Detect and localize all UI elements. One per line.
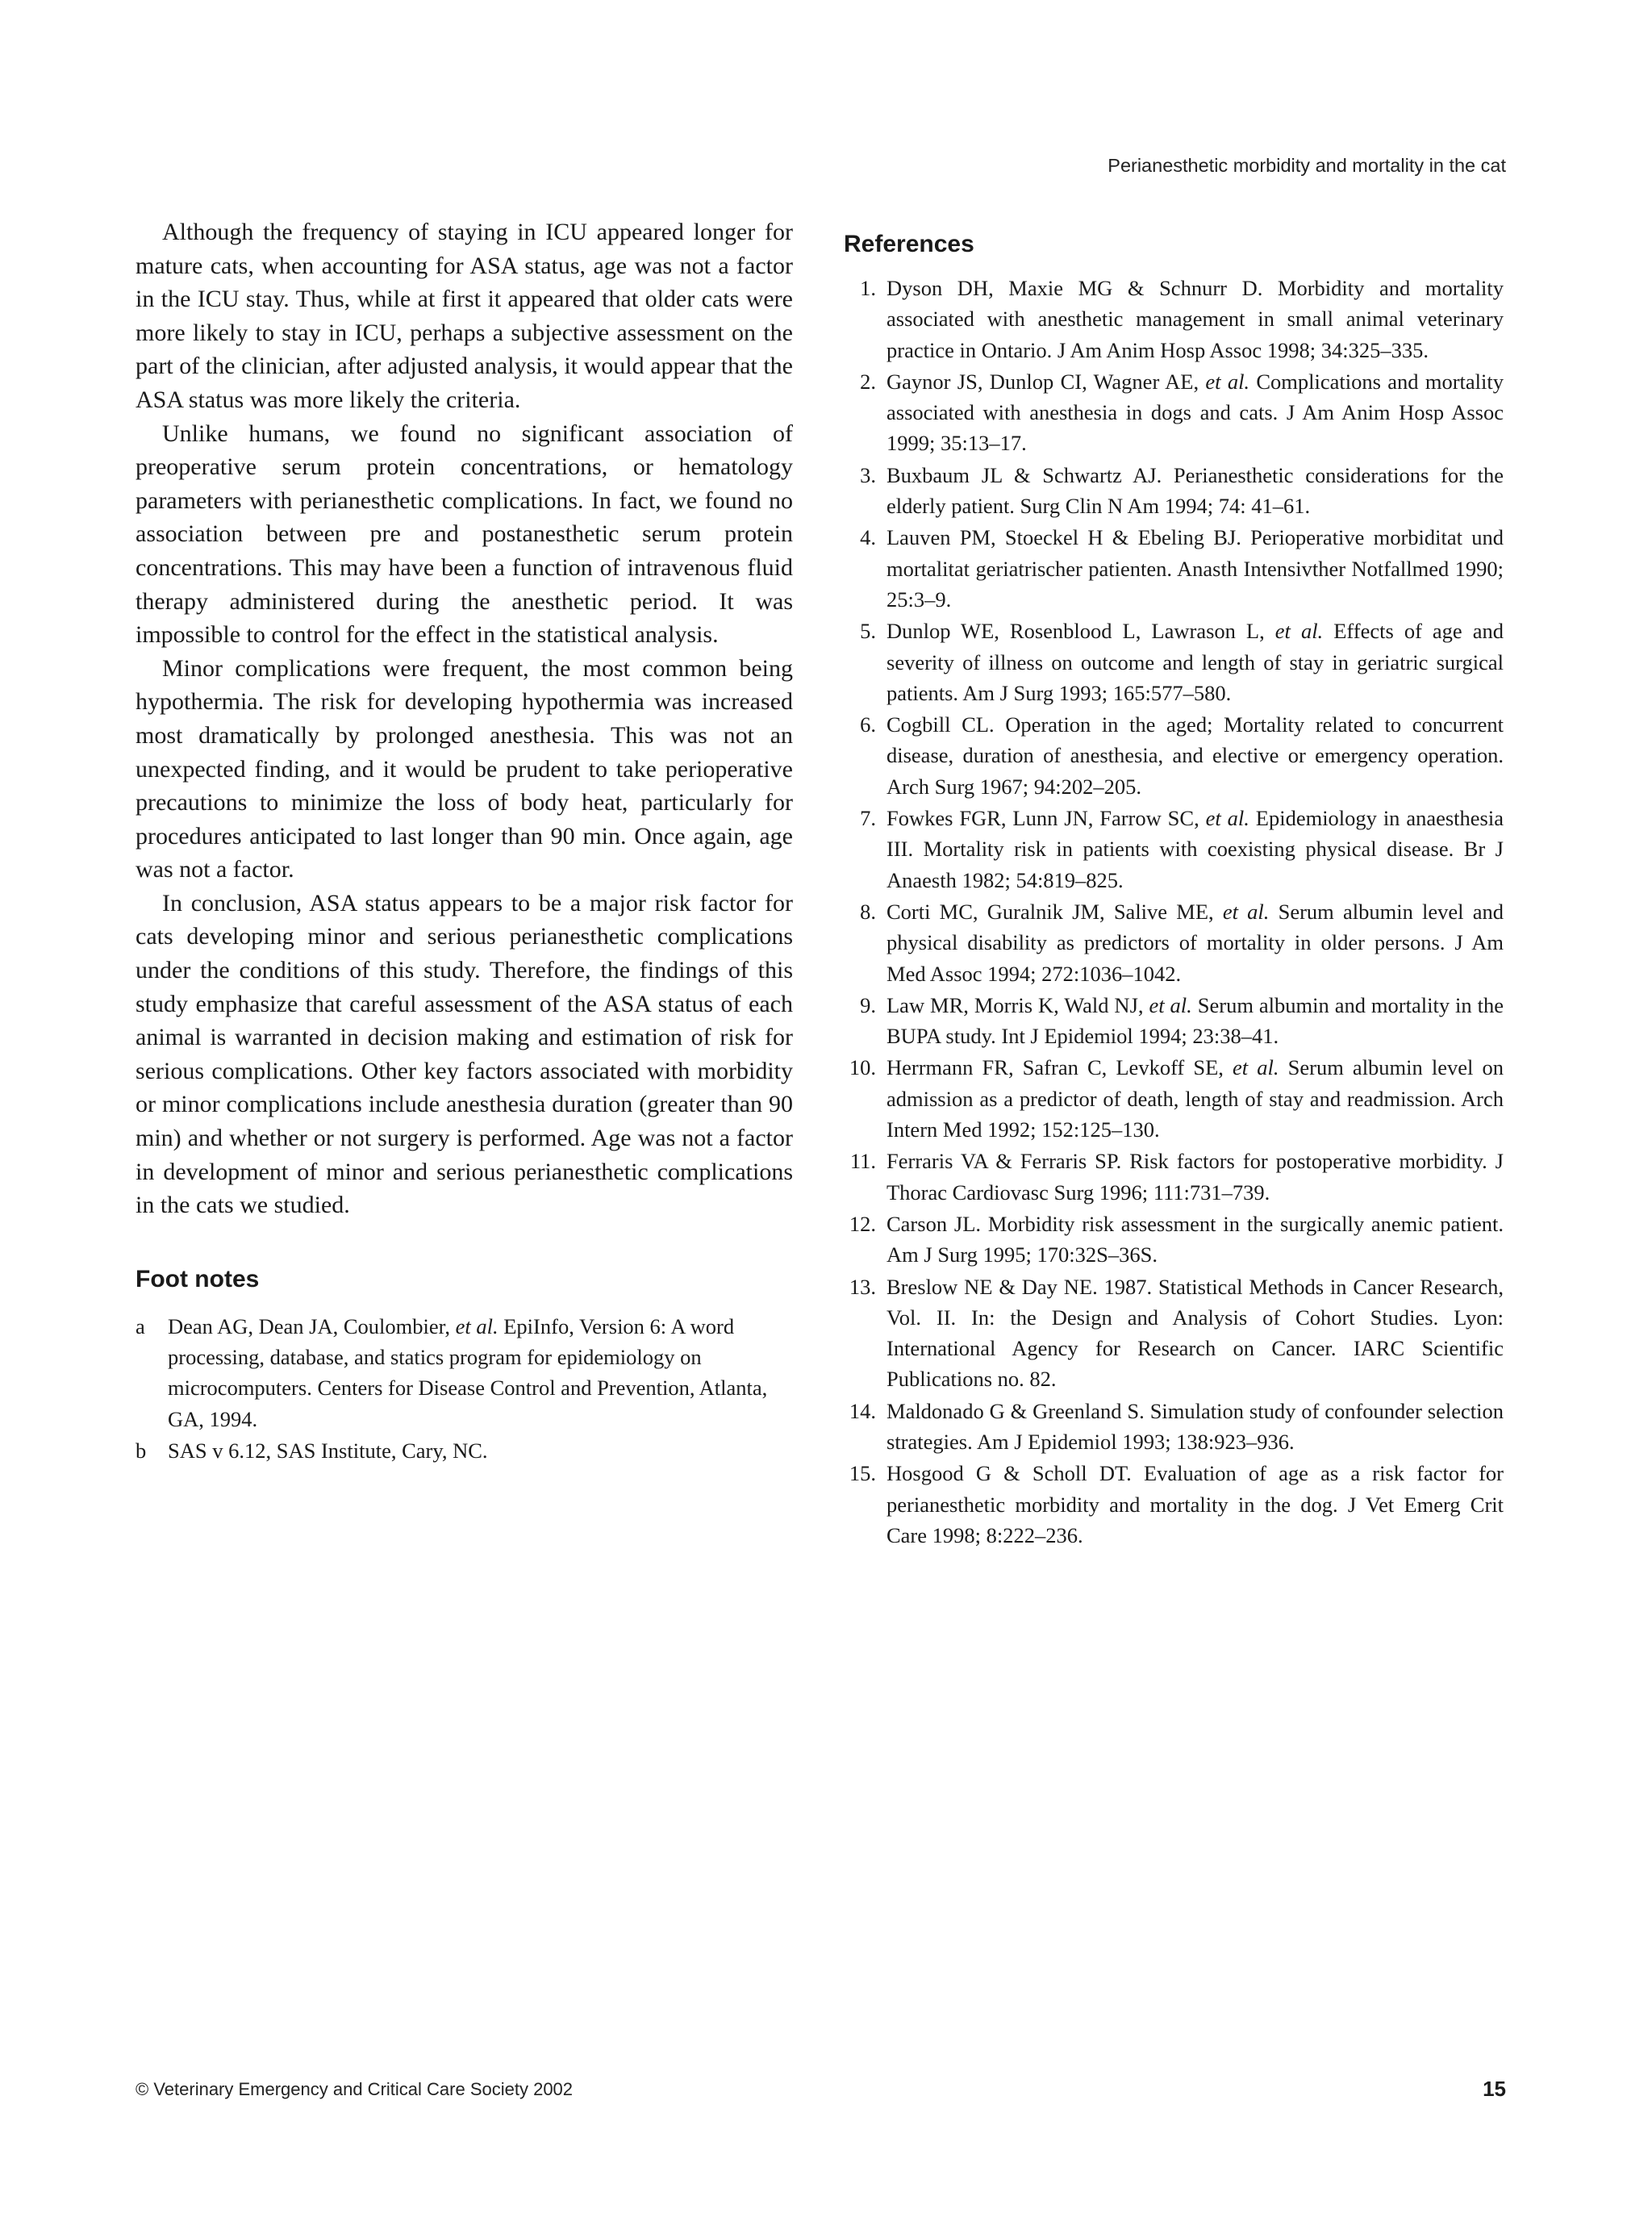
footnote-letter: b bbox=[136, 1438, 147, 1463]
citation-text: Fowkes FGR, Lunn JN, Farrow SC, bbox=[886, 806, 1206, 831]
body-paragraph: Although the frequency of staying in ICU appeared longer for mature cats, when accounting for ASA status, age was not a factor in the ICU stay. Thus, while at first it appeared that older cats were more likely to stay in ICU, perhaps a subjective assessment on the part of the clinician, after adjusted analysis, it would appear that the ASA status was more likely the criteria. bbox=[136, 219, 793, 413]
references-heading: References bbox=[844, 231, 974, 257]
running-head: Perianesthetic morbidity and mortality in the cat bbox=[1108, 155, 1506, 176]
reference-item bbox=[844, 1052, 1504, 1145]
citation-text: Hosgood G & Scholl DT. Evaluation of age as a risk factor for perianesthetic morbidity and mortality in the dog. J Vet Emerg Crit Care 1998; 8:222–236. bbox=[886, 1461, 1504, 1547]
italic-text: et al. bbox=[1149, 992, 1192, 1017]
citation-text: Dyson DH, Maxie MG & Schnurr D. Morbidity and mortality associated with anesthetic management in small animal veterinary practice in Ontario. J Am Anim Hosp Assoc 1998; 34:325–335. bbox=[886, 276, 1504, 362]
citation-text: EpiInfo, Version 6: A word processing, database, and statics program for epidemiology on microcomputers. Centers for Disease Control and Prevention, Atlanta, GA, 1994. bbox=[168, 1313, 768, 1431]
citation-text: Breslow NE & Day NE. 1987. Statistical Methods in Cancer Research, Vol. II. In: the Design and Analysis of Cohort Studies. Lyon: International Agency for Research on Cancer. IARC Scientific Publications no. 82. bbox=[886, 1274, 1504, 1392]
body-text bbox=[136, 215, 793, 1222]
citation-text: Complications and mortality associated with anesthesia in dogs and cats. J Am Anim Hosp Assoc 1999; 35:13–17. bbox=[886, 369, 1504, 456]
reference-item bbox=[844, 990, 1504, 1052]
reference-item bbox=[844, 803, 1504, 896]
citation-text: Cogbill CL. Operation in the aged; Mortality related to concurrent disease, duration of anesthesia, and elective or emergency operation. Arch Surg 1967; 94:202–205. bbox=[886, 712, 1504, 799]
body-paragraph: Minor complications were frequent, the most common being hypothermia. The risk for developing hypothermia was increased most dramatically by prolonged anesthesia. This was not an unexpected finding, and it would be prudent to take perioperative precautions to minimize the loss of body heat, particularly for procedures anticipated to last longer than 90 min. Once again, age was not a factor. bbox=[136, 654, 793, 883]
citation-text: Effects of age and severity of illness on outcome and length of stay in geriatric surgical patients. Am J Surg 1993; 165:577–580. bbox=[886, 619, 1504, 705]
italic-text: et al. bbox=[1233, 1055, 1279, 1080]
reference-item bbox=[844, 460, 1504, 522]
reference-item bbox=[844, 616, 1504, 708]
footnotes-heading: Foot notes bbox=[136, 1265, 260, 1292]
reference-number: 15. bbox=[849, 1461, 876, 1486]
citation-text: Serum albumin level and physical disability as predictors of mortality in older persons. J Am Med Assoc 1994; 272:1036–1042. bbox=[886, 899, 1504, 986]
citation-text: Herrmann FR, Safran C, Levkoff SE, bbox=[886, 1055, 1233, 1080]
italic-text: et al. bbox=[1205, 806, 1249, 831]
italic-text: et al. bbox=[1205, 369, 1250, 394]
reference-item bbox=[844, 1209, 1504, 1271]
citation-text: Dunlop WE, Rosenblood L, Lawrason L, bbox=[886, 619, 1275, 644]
references-list bbox=[844, 273, 1504, 1551]
body-paragraph: Unlike humans, we found no significant association of preoperative serum protein concentrations, or hematology parameters with perianesthetic complications. In fact, we found no association between pre and postanesthetic serum protein concentrations. This may have been a function of intravenous fluid therapy administered during the anesthetic period. It was impossible to control for the effect in the statistical analysis. bbox=[136, 420, 793, 649]
citation-text: Epidemiology in anaesthesia III. Mortality risk in patients with coexisting physical disease. Br J Anaesth 1982; 54:819–825. bbox=[886, 806, 1504, 892]
footnote-letter: a bbox=[136, 1313, 145, 1338]
reference-item bbox=[844, 1396, 1504, 1458]
citation-text: Corti MC, Guralnik JM, Salive ME, bbox=[886, 899, 1223, 924]
reference-number: 8. bbox=[860, 899, 876, 924]
reference-item bbox=[844, 709, 1504, 802]
reference-number: 3. bbox=[860, 462, 876, 487]
reference-item bbox=[844, 522, 1504, 615]
reference-number: 12. bbox=[849, 1211, 876, 1236]
citation-text: Law MR, Morris K, Wald NJ, bbox=[886, 992, 1149, 1017]
reference-item bbox=[844, 1146, 1504, 1208]
citation-text: Lauven PM, Stoeckel H & Ebeling BJ. Perioperative morbiditat und mortalitat geriatrischer patienten. Anasth Intensivther Notfallmed 1990; 25:3–9. bbox=[886, 525, 1504, 612]
citation-text: Gaynor JS, Dunlop CI, Wagner AE, bbox=[886, 369, 1206, 394]
reference-number: 4. bbox=[860, 525, 876, 550]
reference-number: 6. bbox=[860, 712, 876, 737]
reference-number: 1. bbox=[860, 276, 876, 300]
reference-number: 9. bbox=[860, 992, 876, 1017]
citation-text: Serum albumin level on admission as a predictor of death, length of stay and readmission. Arch Intern Med 1992; 152:125–130. bbox=[886, 1055, 1504, 1142]
citation-text: Dean AG, Dean JA, Coulombier, bbox=[168, 1313, 456, 1338]
citation-text: Maldonado G & Greenland S. Simulation study of confounder selection strategies. Am J Epidemiol 1993; 138:923–936. bbox=[886, 1398, 1504, 1454]
reference-item bbox=[844, 273, 1504, 365]
citation-text: Serum albumin and mortality in the BUPA study. Int J Epidemiol 1994; 23:38–41. bbox=[886, 992, 1504, 1049]
footnotes-list bbox=[136, 1311, 793, 1466]
italic-text: et al. bbox=[1274, 619, 1324, 644]
reference-number: 10. bbox=[849, 1055, 876, 1080]
citation-text: Ferraris VA & Ferraris SP. Risk factors for postoperative morbidity. J Thorac Cardiovasc Surg 1996; 111:731–739. bbox=[886, 1149, 1504, 1205]
reference-item bbox=[844, 366, 1504, 459]
footnote-item bbox=[136, 1435, 793, 1466]
reference-item bbox=[844, 1458, 1504, 1551]
italic-text: et al. bbox=[455, 1313, 499, 1338]
reference-item bbox=[844, 1271, 1504, 1395]
citation-text: Buxbaum JL & Schwartz AJ. Perianesthetic considerations for the elderly patient. Surg Clin N Am 1994; 74: 41–61. bbox=[886, 462, 1504, 519]
reference-number: 11. bbox=[849, 1149, 876, 1174]
left-column bbox=[136, 215, 793, 1467]
reference-number: 13. bbox=[849, 1274, 876, 1299]
citation-text: Carson JL. Morbidity risk assessment in the surgically anemic patient. Am J Surg 1995; 170:32S–36S. bbox=[886, 1211, 1504, 1267]
reference-number: 5. bbox=[860, 619, 876, 644]
reference-number: 2. bbox=[860, 369, 876, 394]
body-paragraph: In conclusion, ASA status appears to be a major risk factor for cats developing minor and serious perianesthetic complications under the conditions of this study. Therefore, the findings of this study emphasize that careful assessment of the ASA status of each animal is warranted in decision making and estimation of risk for serious complications. Other key factors associated with morbidity or minor complications include anesthesia duration (greater than 90 min) and whether or not surgery is performed. Age was not a factor in development of minor and serious perianesthetic complications in the cats we studied. bbox=[136, 889, 793, 1219]
page-number: 15 bbox=[1483, 2077, 1506, 2101]
reference-number: 14. bbox=[849, 1398, 876, 1423]
reference-item bbox=[844, 896, 1504, 989]
footnote-item bbox=[136, 1311, 793, 1434]
reference-number: 7. bbox=[860, 806, 876, 831]
right-column bbox=[844, 231, 1504, 1551]
italic-text: et al. bbox=[1222, 899, 1270, 924]
citation-text: SAS v 6.12, SAS Institute, Cary, NC. bbox=[168, 1438, 488, 1463]
footer-copyright: © Veterinary Emergency and Critical Care Society 2002 bbox=[136, 2079, 574, 2099]
